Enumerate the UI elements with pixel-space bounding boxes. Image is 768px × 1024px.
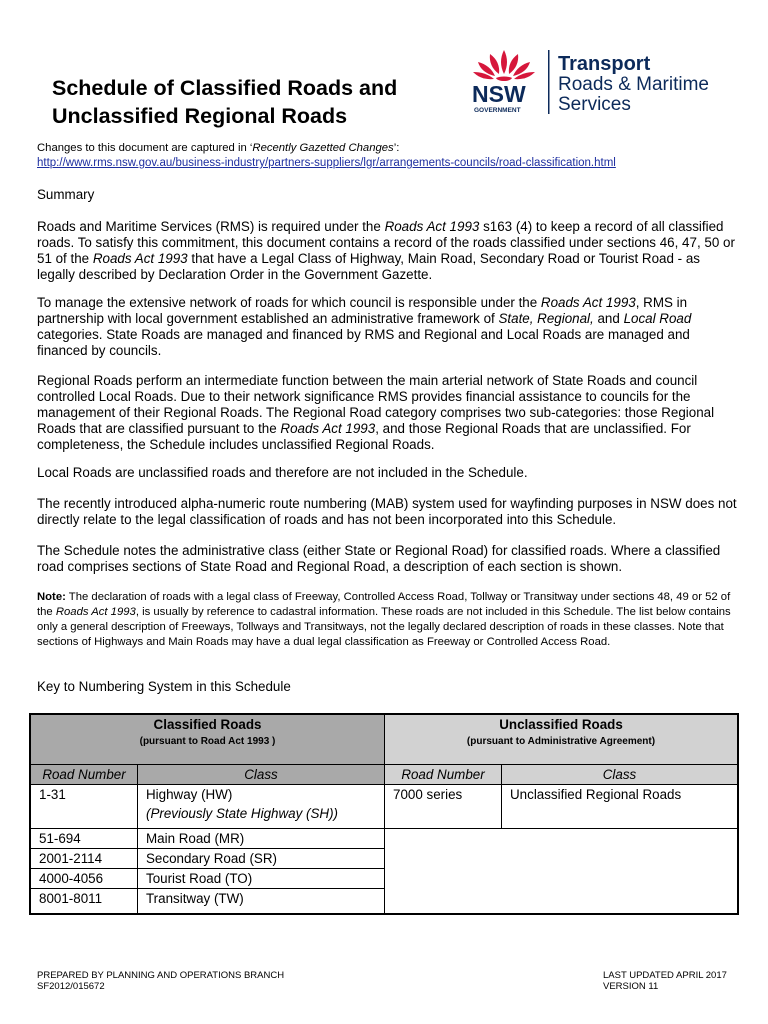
footer-right xyxy=(603,970,727,992)
version: VERSION 11 xyxy=(603,981,659,992)
classified-roads-header: Classified Roads (pursuant to Road Act 1993 ) xyxy=(30,714,385,764)
brand-transport: Transport xyxy=(558,53,651,75)
page-title xyxy=(52,74,482,130)
last-updated: LAST UPDATED APRIL 2017 xyxy=(603,970,727,981)
row-class: Highway (HW) (Previously State Highway (SH)) xyxy=(138,784,385,828)
note-paragraph: Note: The declaration of roads with a legal class of Freeway, Controlled Access Road, Tollway or Transitway under sections 48, 49 or 52 of the Roads Act 1993, is usually by reference to cadastral information. These roads are not included in this Schedule. The list below contains only a general description of Freeways, Tollways and Transitways, not the legally declared description of roads in these classes. Note that sections of Highways and Main Roads may have a dual legal classification as Freeway or Controlled Access Road. xyxy=(37,591,731,648)
nsw-wordmark: NSW xyxy=(472,81,526,107)
key-heading: Key to Numbering System in this Schedule xyxy=(37,679,291,694)
col-road-number-right: Road Number xyxy=(385,764,502,784)
unclassified-number: 7000 series xyxy=(385,784,502,828)
prepared-by: PREPARED BY PLANNING AND OPERATIONS BRANCH xyxy=(37,970,285,981)
file-reference: SF2012/015672 xyxy=(37,981,105,992)
paragraph-1: Roads and Maritime Services (RMS) is required under the Roads Act 1993 s163 (4) to keep a record of all classified roads. To satisfy this commitment, this document contains a record of the roads classified under sections 46, 47, 50 or 51 of the Roads Act 1993 that have a Legal Class of Highway, Main Road, Secondary Road or Tourist Road - as legally described by Declaration Order in the Government Gazette. xyxy=(37,219,735,282)
row-number: 51-694 xyxy=(30,828,138,848)
row-number: 1-31 xyxy=(30,784,138,828)
unclassified-roads-header: Unclassified Roads (pursuant to Administrative Agreement) xyxy=(385,714,739,764)
transport-nsw-logo xyxy=(470,44,760,120)
row-number: 8001-8011 xyxy=(30,888,138,914)
logo-divider xyxy=(548,50,550,114)
row-class: Tourist Road (TO) xyxy=(138,868,385,888)
table-header-row xyxy=(30,714,738,764)
road-classification-link[interactable]: http://www.rms.nsw.gov.au/business-industry/partners-suppliers/lgr/arrangements-councils/road-classification.html xyxy=(37,157,616,169)
paragraph-4: Local Roads are unclassified roads and therefore are not included in the Schedule. xyxy=(37,465,528,480)
changes-suffix: ’: xyxy=(393,142,400,154)
recently-gazetted-changes: Recently Gazetted Changes xyxy=(252,142,394,154)
table-row xyxy=(30,828,738,848)
paragraph-2: To manage the extensive network of roads for which council is responsible under the Roads Act 1993, RMS in partnership with local government established an administrative framework of State, Regional, and Local Road categories. State Roads are managed and financed by RMS and Regional and Local Roads are managed and financed by councils. xyxy=(37,295,692,358)
paragraph-6: The Schedule notes the administrative class (either State or Regional Road) for classified roads. Where a classified road comprises sections of State Road and Regional Road, a description of each section is shown. xyxy=(37,543,721,574)
row-class: Secondary Road (SR) xyxy=(138,848,385,868)
col-class: Class xyxy=(138,764,385,784)
title-line-1: Schedule of Classified Roads and xyxy=(52,76,398,100)
table-row xyxy=(30,784,738,828)
row-number: 4000-4056 xyxy=(30,868,138,888)
waratah-icon xyxy=(473,50,535,81)
row-class: Transitway (TW) xyxy=(138,888,385,914)
government-label: GOVERNMENT xyxy=(474,107,521,114)
title-line-2: Unclassified Regional Roads xyxy=(52,104,348,128)
row-class: Main Road (MR) xyxy=(138,828,385,848)
col-road-number: Road Number xyxy=(30,764,138,784)
brand-services: Services xyxy=(558,94,631,115)
column-header-row xyxy=(30,764,738,784)
numbering-key-table xyxy=(29,713,739,915)
row-number: 2001-2114 xyxy=(30,848,138,868)
paragraph-3: Regional Roads perform an intermediate function between the main arterial network of State Roads and council controlled Local Roads. Due to their network significance RMS provides financial assistance to councils for the management of their Regional Roads. The Regional Road category comprises two sub-categories: those Regional Roads that are classified pursuant to the Roads Act 1993, and those Regional Roads that are unclassified. For completeness, the Schedule includes unclassified Regional Roads. xyxy=(37,373,715,452)
footer-left xyxy=(37,970,284,992)
changes-note xyxy=(37,141,737,171)
changes-prefix: Changes to this document are captured in ‘ xyxy=(37,142,253,154)
paragraph-5: The recently introduced alpha-numeric route numbering (MAB) system used for wayfinding purposes in NSW does not directly relate to the legal classification of roads and has not been incorporated into this Schedule. xyxy=(37,496,737,527)
empty-cell xyxy=(385,828,739,914)
summary-heading: Summary xyxy=(37,187,95,202)
brand-roads-maritime: Roads & Maritime xyxy=(558,74,709,95)
col-class-right: Class xyxy=(502,764,739,784)
unclassified-class: Unclassified Regional Roads xyxy=(502,784,739,828)
